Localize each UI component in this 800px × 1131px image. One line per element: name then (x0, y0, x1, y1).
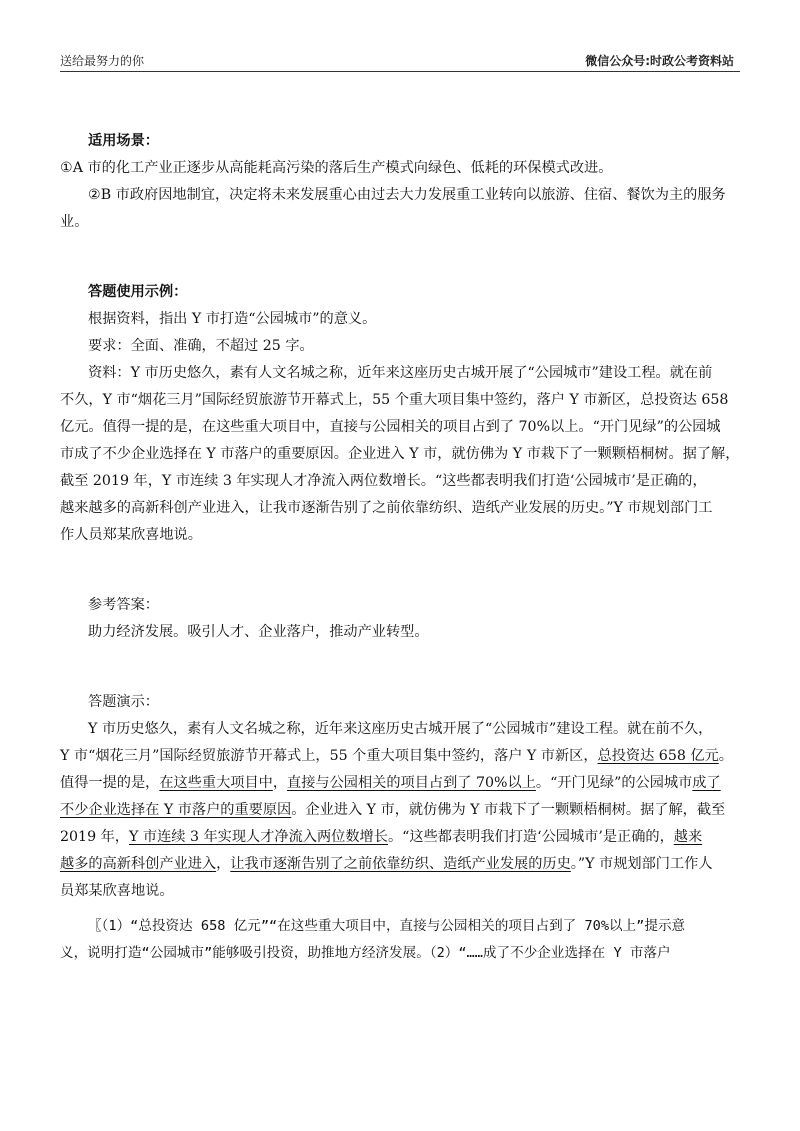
material-line-3: 亿元。值得一提的是，在这些重大项目中，直接与公园相关的项目占到了 70%以上。“开门见绿”的公园城 (60, 419, 721, 435)
scenario-line-3: 业。 (60, 214, 89, 230)
reference-heading: 参考答案： (88, 597, 159, 613)
underlined-phrase: 成了 (692, 775, 721, 791)
demo-line-1: Y 市历史悠久，素有人文名城之称，近年来这座历史古城开展了“公园城市”建设工程。就在前不久， (88, 721, 713, 737)
example-heading: 答题使用示例： (88, 284, 188, 300)
material-line-7: 作人员郑某欣喜地说。 (60, 527, 202, 543)
reference-answer: 助力经济发展。吸引人才、企业落户，推动产业转型。 (88, 624, 429, 640)
demo-line-3: 值得一提的是，在这些重大项目中，直接与公园相关的项目占到了 70%以上。“开门见绿”的公园城市成了 (60, 775, 721, 791)
annotation-line-2: 义，说明打造“公园城市”能够吸引投资，助推地方经济发展。（2）“……成了不少企业选择在 Y 市落户 (60, 945, 671, 961)
material-line-6: 越来越多的高新科创产业进入，让我市逐渐告别了之前依靠纺织、造纸产业发展的历史。”Y 市规划部门工 (60, 500, 713, 516)
demo-line-4: 不少企业选择在 Y 市落户的重要原因。企业进入 Y 市，就仿佛为 Y 市栽下了一颗颗梧桐树。据了解，截至 (60, 802, 726, 818)
underlined-phrase: 越来 (673, 829, 703, 845)
underlined-phrase: 在这些重大项目中 (159, 775, 273, 791)
header-divider (60, 71, 740, 72)
annotation-line-1: 〖（1）“总投资达 658 亿元”“在这些重大项目中，直接与公园相关的项目占到了 70%以上”提示意 (88, 918, 686, 934)
document-body (60, 128, 740, 967)
material-line-4: 市成了不少企业选择在 Y 市落户的重要原因。企业进入 Y 市，就仿佛为 Y 市栽下了一颗颗梧桐树。据了解， (60, 446, 740, 462)
header-left-text: 送给最努力的你 (60, 54, 145, 68)
underlined-phrase: 总投资达 658 亿元 (597, 748, 719, 764)
demo-line-6: 越多的高新科创产业进入，让我市逐渐告别了之前依靠纺织、造纸产业发展的历史。”Y 市规划部门工作人 (60, 856, 713, 872)
material-line-1: 资料：Y 市历史悠久，素有人文名城之称，近年来这座历史古城开展了“公园城市”建设工程。就在前 (88, 365, 713, 381)
underlined-phrase: 让我市逐渐告别了之前依靠纺织、造纸产业发展的历史 (230, 856, 571, 872)
scenario-line-1: ①A 市的化工产业正逐步从高能耗高污染的落后生产模式向绿色、低耗的环保模式改进。 (60, 160, 613, 176)
material-line-5: 截至 2019 年，Y 市连续 3 年实现人才净流入两位数增长。“这些都表明我们打造‘公园城市’是正确的， (60, 473, 707, 489)
underlined-phrase: Y 市连续 3 年实现人才净流入两位数增长 (129, 829, 388, 845)
underlined-phrase: 不少企业选择在 Y 市落户的重要原因 (60, 802, 292, 818)
demo-line-2: Y 市“烟花三月”国际经贸旅游节开幕式上，55 个重大项目集中签约，落户 Y 市新区，总投资达 658 亿元。 (60, 748, 733, 764)
example-question: 根据资料，指出 Y 市打造“公园城市”的意义。 (88, 311, 377, 327)
underlined-phrase: 直接与公园相关的项目占到了 70%以上 (287, 775, 536, 791)
demo-heading: 答题演示： (88, 694, 159, 710)
demo-line-7: 员郑某欣喜地说。 (60, 883, 174, 899)
header-right-text: 微信公众号:时政公考资料站 (585, 54, 734, 68)
underlined-phrase: 越多的高新科创产业进入 (60, 856, 217, 872)
demo-line-5: 2019 年，Y 市连续 3 年实现人才净流入两位数增长。“这些都表明我们打造‘公园城市’是正确的，越来 (60, 829, 703, 845)
example-requirement: 要求：全面、准确，不超过 25 字。 (88, 338, 314, 354)
scenario-line-2: ②B 市政府因地制宜，决定将未来发展重心由过去大力发展重工业转向以旅游、住宿、餐饮为主的服务 (88, 187, 726, 203)
material-line-2: 不久，Y 市“烟花三月”国际经贸旅游节开幕式上，55 个重大项目集中签约，落户 Y 市新区，总投资达 658 (60, 392, 729, 408)
scenario-heading: 适用场景： (88, 133, 159, 149)
